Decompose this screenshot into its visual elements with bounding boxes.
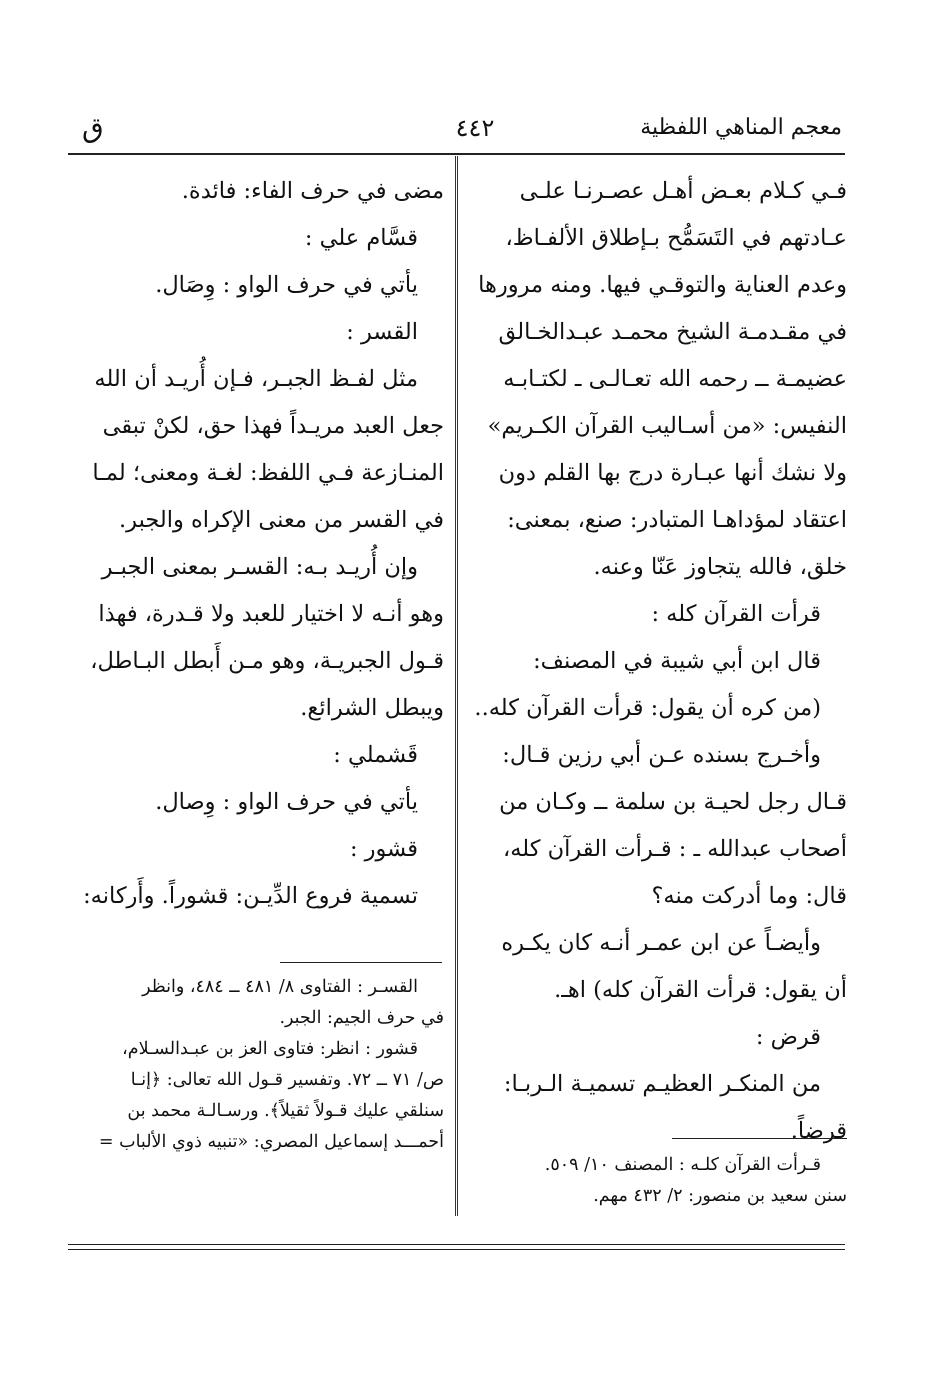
text-line: عـادتهم في التَسَمُّح بـإطلاق الألفـاظ، bbox=[505, 225, 847, 251]
footnote-line: القسـر : الفتاوى ٨/ ٤٨١ ــ ٤٨٤، وانظر bbox=[142, 977, 418, 997]
footnote-line: قشور : انظر: فتاوى العز بن عبـدالسـلام، bbox=[122, 1039, 418, 1059]
text-line: في القسر من معنى الإكراه والجبر. bbox=[119, 507, 444, 533]
text-line: وأيضـاً عن ابن عمـر أنـه كان يكـره bbox=[501, 930, 821, 956]
text-line: قـال رجل لحيـة بن سلمة ــ وكـان من bbox=[499, 789, 847, 815]
left-column bbox=[72, 168, 444, 920]
page-number: ٤٤٢ bbox=[455, 114, 495, 142]
footnote-line: في حرف الجيم: الجبر. bbox=[279, 1008, 444, 1028]
text-line: قال: وما أدركت منه؟ bbox=[651, 883, 847, 909]
text-line: في مقـدمـة الشيخ محمـد عبـدالخـالق bbox=[498, 319, 847, 345]
entry-heading: قرأت القرآن كله : bbox=[651, 601, 821, 627]
text-line: (من كره أن يقول: قرأت القرآن كله.. bbox=[474, 695, 821, 721]
text-line: وأخـرج بسنده عـن أبي رزين قـال: bbox=[502, 742, 821, 768]
footnote-separator bbox=[280, 962, 442, 963]
footnotes-right bbox=[470, 1150, 847, 1212]
footnote-separator bbox=[672, 1138, 847, 1139]
footnote-line: ص/ ٧١ ــ ٧٢. وتفسير قـول الله تعالى: ﴿إنـا bbox=[130, 1070, 444, 1090]
text-line: وهو أنـه لا اختيار للعبد ولا قـدرة، فهذا bbox=[98, 601, 444, 627]
entry-heading: القسر : bbox=[346, 319, 418, 345]
entry-heading: قَشملي : bbox=[333, 742, 418, 768]
text-line: قرضاً. bbox=[790, 1118, 847, 1144]
footnote-line: قـرأت القرآن كلـه : المصنف ١٠/ ٥٠٩. bbox=[544, 1155, 821, 1175]
text-line: أن يقول: قرأت القرآن كله) اهـ. bbox=[554, 977, 847, 1003]
text-line: يأتي في حرف الواو : وِصال. bbox=[155, 789, 418, 815]
text-line: جعل العبد مريـداً فهذا حق، لكنْ تبقى bbox=[102, 413, 444, 439]
entry-heading: قسَّام علي : bbox=[304, 225, 418, 251]
text-line: يأتي في حرف الواو : وِصَال. bbox=[155, 272, 418, 298]
footnote-line: سنلقي عليك قـولاً ثقيلاً﴾. ورسـالـة محمد بن bbox=[127, 1101, 444, 1121]
column-divider bbox=[455, 156, 458, 1216]
text-line: قال ابن أبي شيبة في المصنف: bbox=[533, 648, 821, 674]
header-rule bbox=[68, 153, 845, 155]
text-line: المنـازعة فـي اللفظ: لغـة ومعنى؛ لمـا bbox=[92, 460, 444, 486]
text-line: أصحاب عبدالله ـ : قـرأت القرآن كله، bbox=[502, 836, 847, 862]
text-line: وعدم العناية والتوقـي فيها. ومنه مرورها bbox=[478, 272, 847, 298]
text-line: تسمية فروع الدِّيـن: قشوراً. وأَركانه: bbox=[83, 883, 418, 909]
text-line: النفيس: «من أسـاليب القرآن الكـريم» bbox=[487, 413, 847, 439]
text-line: فـي كـلام بعـض أهـل عصـرنـا علـى bbox=[519, 178, 847, 204]
book-title: معجم المناهي اللفظية bbox=[640, 115, 842, 140]
text-line: مثل لفـظ الجبـر، فـإن أُريـد أن الله bbox=[94, 366, 418, 392]
text-line: قـول الجبريـة، وهو مـن أَبطل البـاطل، bbox=[90, 648, 444, 674]
footnotes-left bbox=[72, 972, 444, 1158]
text-line: من المنكـر العظيـم تسميـة الـربـا: bbox=[503, 1071, 821, 1097]
entry-heading: قرض : bbox=[755, 1024, 821, 1050]
text-line: مضى في حرف الفاء: فائدة. bbox=[181, 178, 444, 204]
text-line: ولا نشك أنها عبـارة درج بها القلم دون bbox=[498, 460, 847, 486]
text-line: وإن أُريـد بـه: القسـر بمعنى الجبـر bbox=[101, 554, 418, 580]
right-column bbox=[470, 168, 847, 1155]
entry-heading: قشور : bbox=[349, 836, 418, 862]
text-line: خلق، فالله يتجاوز عَنّا وعنه. bbox=[593, 554, 847, 580]
section-letter: ق bbox=[82, 111, 104, 144]
footnote-line: أحمـــد إسماعيل المصري: «تنبيه ذوي الألباب = bbox=[98, 1132, 444, 1152]
text-line: اعتقاد لمؤداهـا المتبادر: صنع، بمعنى: bbox=[507, 507, 847, 533]
footnote-line: سنن سعيد بن منصور: ٢/ ٤٣٢ مهم. bbox=[593, 1186, 847, 1206]
footer-rule bbox=[68, 1244, 845, 1250]
text-line: عضيمـة ــ رحمه الله تعـالـى ـ لكتـابـه bbox=[503, 366, 847, 392]
text-line: ويبطل الشرائع. bbox=[300, 695, 444, 721]
